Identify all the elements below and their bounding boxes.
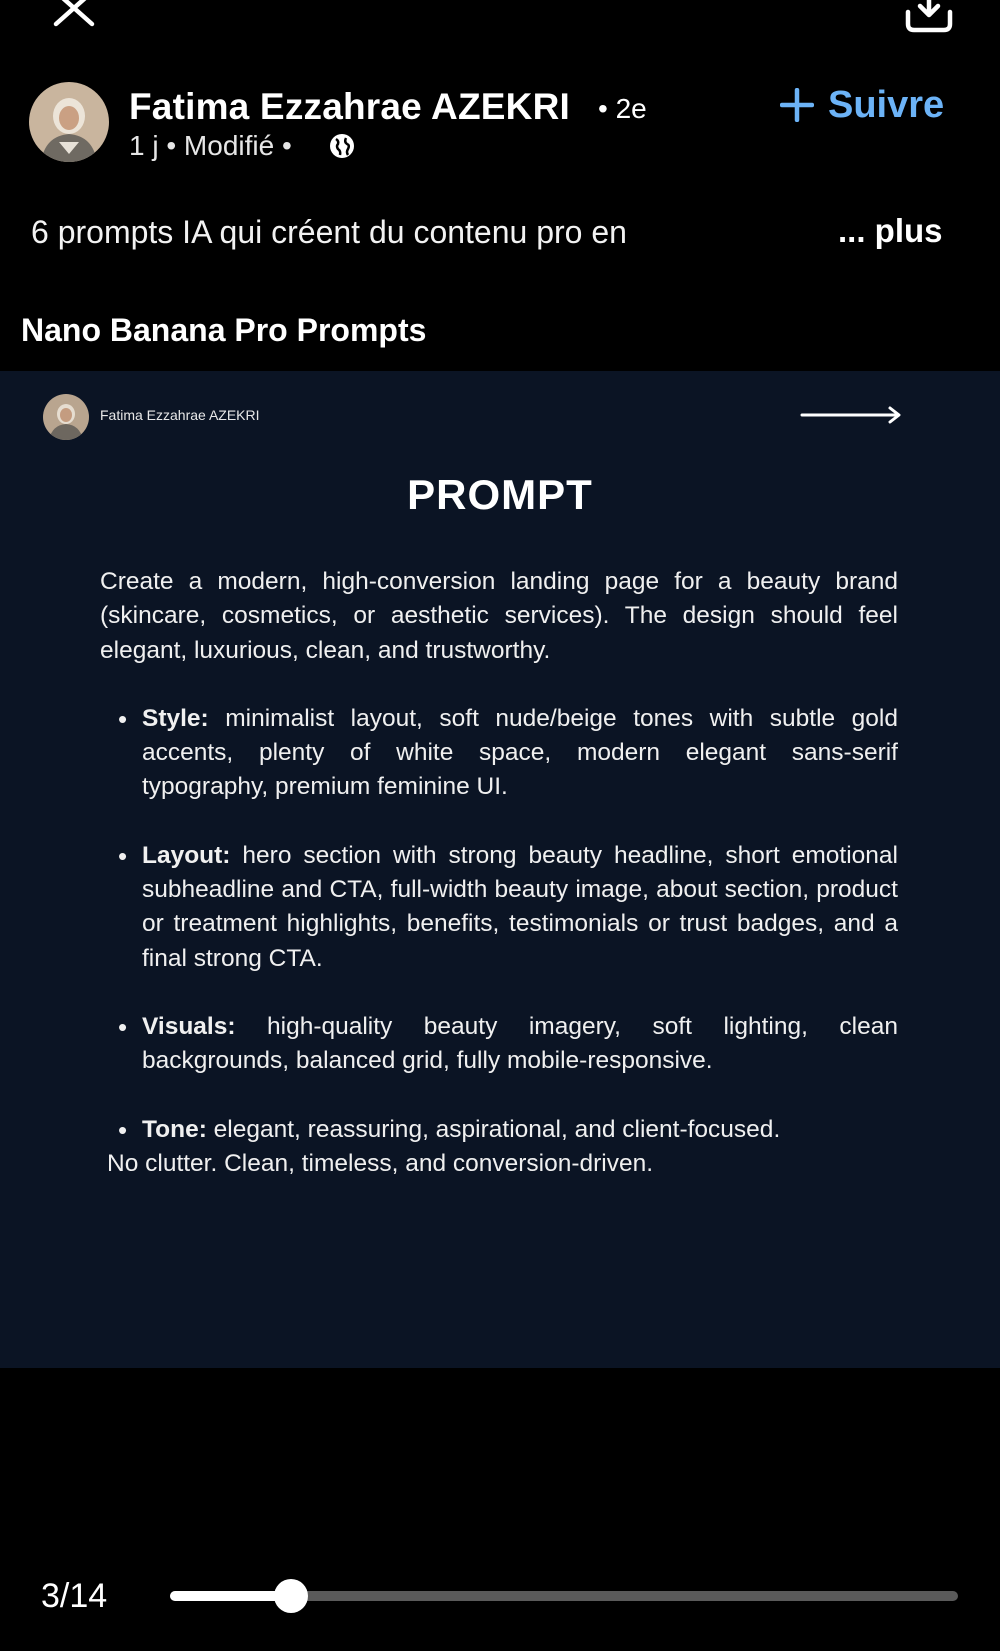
bullet-text: elegant, reassuring, aspirational, and client-focused. <box>206 1115 781 1143</box>
see-more-link[interactable]: ... plus <box>838 212 943 249</box>
bullet-label: Layout: <box>142 841 231 869</box>
slider-fill <box>170 1591 291 1601</box>
slide-author: Fatima Ezzahrae AZEKRI <box>100 407 260 423</box>
slide-body <box>100 565 898 1181</box>
post-meta: 1 j • Modifié • <box>129 130 292 161</box>
post-text: 6 prompts IA qui créent du contenu pro en <box>31 214 627 250</box>
bullet-label: Visuals: <box>142 1012 236 1040</box>
connection-degree: • 2e <box>598 93 647 124</box>
slide-heading: PROMPT <box>407 471 593 518</box>
arrow-right-icon <box>800 405 904 425</box>
follow-label: Suivre <box>828 83 945 126</box>
post-header <box>0 78 1000 168</box>
slide-intro: Create a modern, high-conversion landing page for a beauty brand (skincare, cosmetics, or aesthetic services). The design should feel elegant, luxurious, clean, and trustworthy. <box>100 568 898 664</box>
bullet-text: hero section with strong beauty headline, short emotional subheadline and CTA, full-width beauty image, about section, product or treatment highlights, benefits, testimonials or trust badges, and a final strong CTA. <box>142 841 898 972</box>
bullet-visuals <box>100 1010 898 1079</box>
bullet-list <box>100 702 898 1147</box>
download-icon[interactable] <box>904 0 954 38</box>
plus-icon <box>780 88 814 122</box>
slide-closing: No clutter. Clean, timeless, and conversion-driven. <box>107 1149 654 1177</box>
bullet-label: Style: <box>142 704 209 732</box>
follow-button[interactable] <box>780 80 944 130</box>
bullet-tone <box>100 1113 898 1147</box>
slider-thumb[interactable] <box>274 1579 308 1613</box>
bullet-label: Tone: <box>142 1115 207 1143</box>
bullet-text: minimalist layout, soft nude/beige tones with subtle gold accents, plenty of white space, modern elegant sans-serif typography, premium feminine UI. <box>142 704 898 801</box>
globe-icon <box>328 132 356 160</box>
document-title: Nano Banana Pro Prompts <box>21 312 427 348</box>
bullet-text: high-quality beauty imagery, soft lighting, clean backgrounds, balanced grid, fully mobile-responsive. <box>142 1012 898 1075</box>
slide-avatar <box>43 394 89 440</box>
page-slider[interactable] <box>170 1591 958 1601</box>
document-slide[interactable] <box>0 371 1000 1368</box>
bullet-layout <box>100 839 898 976</box>
page-indicator: 3/14 <box>41 1577 108 1615</box>
bullet-style <box>100 702 898 805</box>
author-name[interactable]: Fatima Ezzahrae AZEKRI <box>129 86 570 127</box>
avatar[interactable] <box>29 82 109 162</box>
close-icon[interactable] <box>52 0 98 32</box>
